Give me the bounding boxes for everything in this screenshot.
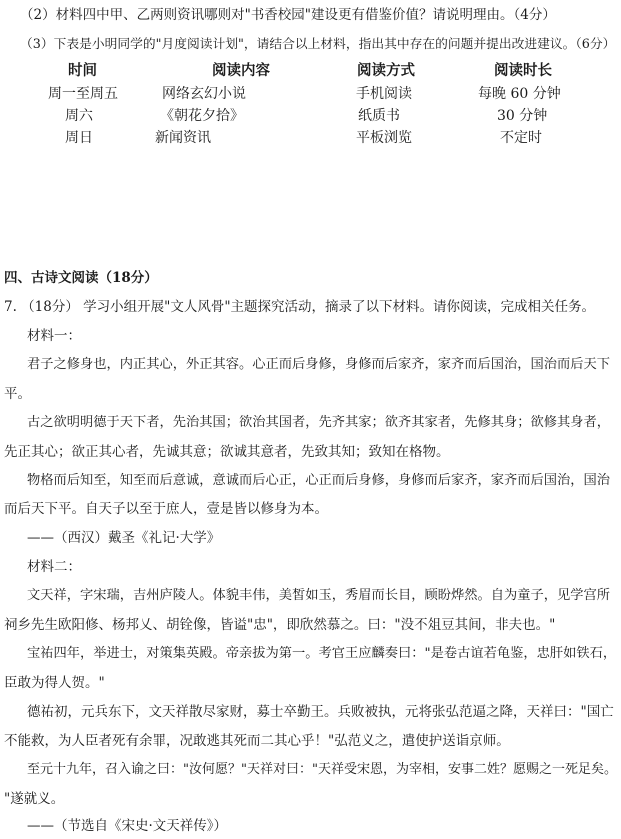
table-cell: 不定时	[500, 130, 542, 146]
table-cell: 新闻资讯	[155, 130, 211, 146]
table-header-method: 阅读方式	[357, 62, 415, 79]
paragraph-line: 而后天下平。自天子以至于庶人，壹是皆以修身为本。	[4, 501, 328, 517]
paragraph-line: 臣敢为得人贺。"	[4, 675, 105, 691]
section-4-heading: 四、古诗文阅读（18分）	[4, 270, 158, 286]
paragraph-line: 至元十九年，召入谕之曰："汝何愿？"天祥对曰："天祥受宋恩，为宰相，安事二姓？愿赐之一死足矣。	[27, 762, 617, 777]
paragraph-line: 物格而后知至，知至而后意诚，意诚而后心正，心正而后身修，身修而后家齐，家齐而后国治，国治	[27, 473, 611, 488]
table-cell: 每晚 60 分钟	[478, 86, 561, 102]
material-2-source: ——（节选自《宋史·文天祥传》）	[27, 818, 228, 834]
material-2-label: 材料二：	[27, 559, 81, 575]
material-1-label: 材料一：	[27, 328, 81, 344]
table-cell: 纸质书	[358, 108, 400, 124]
question-2-text: （2）材料四中甲、乙两则资讯哪则对"书香校园"建设更有借鉴价值？请说明理由。（4分）	[20, 7, 556, 23]
table-header-content: 阅读内容	[212, 62, 270, 79]
table-cell: 《朝花夕拾》	[160, 108, 244, 124]
table-cell: 手机阅读	[356, 86, 412, 102]
table-cell: 平板浏览	[356, 130, 412, 146]
paragraph-line: 君子之修身也，内正其心，外正其容。心正而后身修，身修而后家齐，家齐而后国治，国治而后天下	[27, 357, 611, 372]
paragraph-line: 祠乡先生欧阳修、杨邦乂、胡铨像，皆谥"忠"，即欣然慕之。曰："没不俎豆其间，非夫也。"	[4, 617, 556, 633]
paragraph-line: "遂就义。	[4, 791, 65, 807]
paragraph-line: 不能救，为人臣者死有余罪，况敢逃其死而二其心乎！"弘范义之，遣使护送诣京师。	[4, 733, 510, 749]
table-cell: 周六	[65, 108, 93, 124]
question-3-text: （3）下表是小明同学的"月度阅读计划"，请结合以上材料，指出其中存在的问题并提出改进建议。（6分）	[20, 37, 616, 52]
material-1-source: ——（西汉）戴圣《礼记·大学》	[27, 530, 221, 546]
paragraph-line: 文天祥，字宋瑞，吉州庐陵人。体貌丰伟，美皙如玉，秀眉而长目，顾盼烨然。自为童子，见学宫所	[27, 588, 611, 603]
paragraph-line: 古之欲明明德于天下者，先治其国；欲治其国者，先齐其家；欲齐其家者，先修其身；欲修其身者，	[27, 415, 611, 430]
question-7-text: 7. （18分） 学习小组开展"文人风骨"主题探究活动，摘录了以下材料。请你阅读，完成相关任务。	[4, 299, 596, 315]
table-cell: 周日	[65, 130, 93, 146]
table-header-time: 时间	[68, 62, 97, 79]
paragraph-line: 先正其心；欲正其心者，先诚其意；欲诚其意者，先致其知；致知在格物。	[4, 444, 450, 460]
paragraph-line: 宝祐四年，举进士，对策集英殿。帝亲拔为第一。考官王应麟奏曰："是卷古谊若龟鉴，忠肝如铁石，	[27, 646, 617, 661]
table-cell: 30 分钟	[497, 108, 548, 124]
table-cell: 周一至周五	[48, 86, 118, 102]
table-header-duration: 阅读时长	[494, 62, 552, 79]
paragraph-line: 平。	[4, 386, 31, 402]
paragraph-line: 德祐初，元兵东下，文天祥散尽家财，募士卒勤王。兵败被执，元将张弘范逼之降，天祥曰："国亡	[27, 704, 614, 720]
table-cell: 网络玄幻小说	[162, 86, 246, 102]
